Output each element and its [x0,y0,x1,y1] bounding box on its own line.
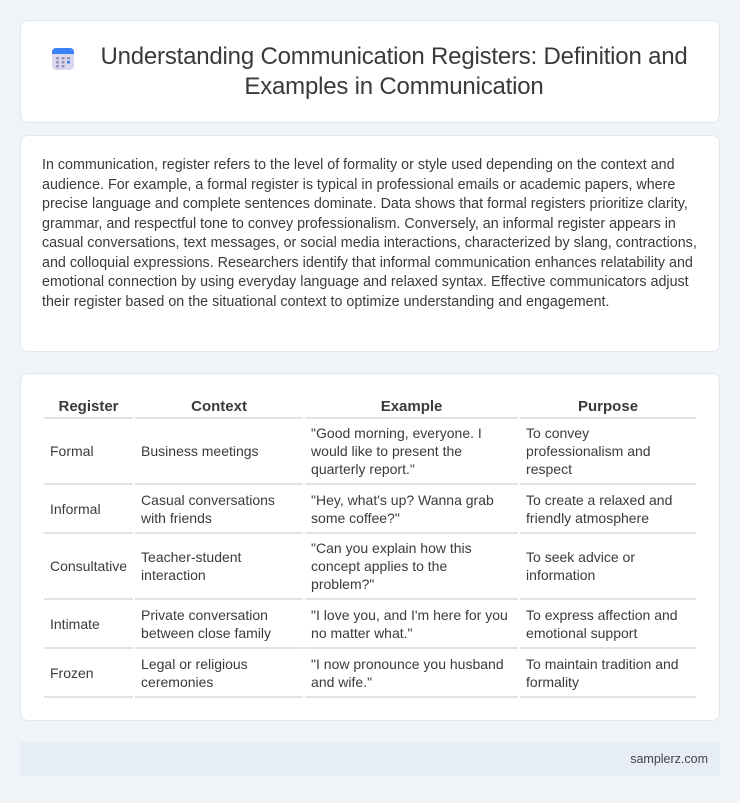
table-header-row [44,394,696,419]
cell-example: "Hey, what's up? Wanna grab some coffee?" [305,485,518,534]
cell-purpose: To maintain tradition and formality [520,649,696,698]
cell-context: Teacher-student interaction [135,534,303,600]
column-header-example: Example [305,394,518,419]
cell-purpose: To create a relaxed and friendly atmosphere [520,485,696,534]
cell-register: Intimate [44,600,133,649]
cell-example: "I now pronounce you husband and wife." [305,649,518,698]
column-header-purpose: Purpose [520,394,696,419]
registers-table-card [20,373,720,721]
cell-register: Consultative [44,534,133,600]
cell-context: Private conversation between close family [135,600,303,649]
registers-table [42,394,698,698]
cell-context: Legal or religious ceremonies [135,649,303,698]
column-header-context: Context [135,394,303,419]
cell-purpose: To express affection and emotional support [520,600,696,649]
table-row [44,419,696,485]
description-card [20,135,720,352]
cell-context: Casual conversations with friends [135,485,303,534]
cell-register: Informal [44,485,133,534]
page-title: Understanding Communication Registers: Definition and Examples in Communication [100,42,688,100]
cell-example: "Can you explain how this concept applies to the problem?" [305,534,518,600]
cell-purpose: To convey professionalism and respect [520,419,696,485]
cell-register: Formal [44,419,133,485]
footer [20,742,720,776]
cell-example: "Good morning, everyone. I would like to present the quarterly report." [305,419,518,485]
calendar-icon [51,47,75,71]
title-card [20,20,720,123]
description-text: In communication, register refers to the level of formality or style used depending on the context and audience. For example, a formal register is typical in professional emails or academic papers, where precise language and complete sentences dominate. Data shows that formal registers prioritize clarity, grammar, and respectful tone to convey professionalism. Conversely, an informal register appears in casual conversations, text messages, or social media interactions, characterized by slang, contractions, and colloquial expressions. Researchers identify that informal communication enhances relatability and emotional connection by using everyday language and relaxed syntax. Effective communicators adjust their register based on the situational context to optimize understanding and engagement. [42,157,697,310]
cell-context: Business meetings [135,419,303,485]
table-row [44,600,696,649]
cell-example: "I love you, and I'm here for you no matter what." [305,600,518,649]
footer-site-label: samplerz.com [630,752,708,766]
column-header-register: Register [44,394,133,419]
cell-register: Frozen [44,649,133,698]
cell-purpose: To seek advice or information [520,534,696,600]
table-row [44,649,696,698]
table-row [44,534,696,600]
table-row [44,485,696,534]
